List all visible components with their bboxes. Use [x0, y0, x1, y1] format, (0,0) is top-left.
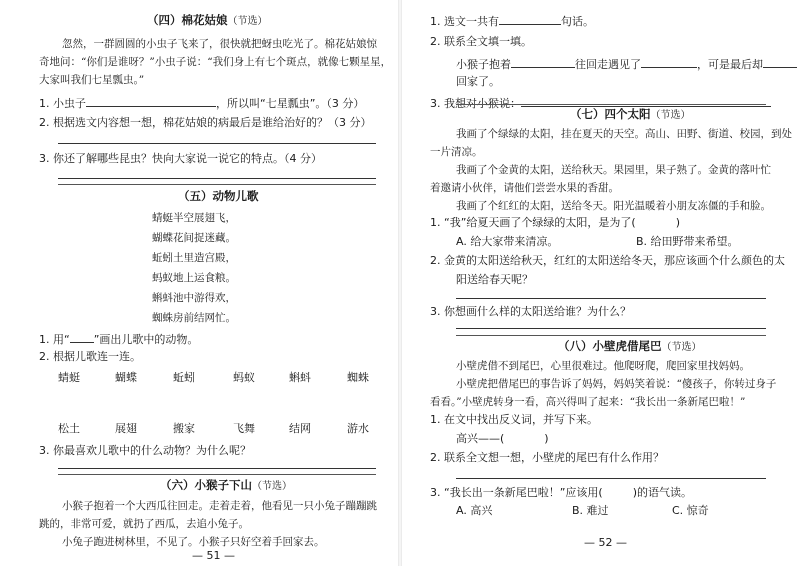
question-text: 3. 我想对小猴说： — [430, 97, 521, 110]
question-text: 1. 选文一共有 — [430, 15, 499, 28]
underline-sample — [70, 331, 94, 343]
match-action[interactable]: 游水 — [347, 422, 369, 435]
question-text: ，可是最后却 — [697, 58, 763, 71]
question-text: 往回走遇见了 — [575, 58, 641, 71]
section-7-question-3: 3. 你想画什么样的太阳送给谁？为什么？ — [430, 305, 631, 318]
section-7-paragraph-line: 我画了个绿绿的太阳，挂在夏天的天空。高山、田野、街道、校园，到处 — [456, 128, 792, 140]
match-action[interactable]: 结网 — [289, 422, 311, 435]
section-7-paragraph-line: 一片清凉。 — [430, 146, 483, 158]
question-text: ) — [675, 216, 680, 229]
question-text: ”画出儿歌中的动物。 — [93, 333, 199, 346]
section-8-title-text: （八）小壁虎借尾巴 — [558, 339, 662, 353]
answer-blank[interactable] — [511, 56, 575, 68]
option-b[interactable]: B. 给田野带来希望。 — [636, 235, 739, 248]
match-animal[interactable]: 蚂蚁 — [233, 371, 255, 384]
rhyme-line: 蚯蚓土里造宫殿， — [152, 252, 236, 264]
section-4-paragraph-line: 大家叫我们七星瓢虫。” — [39, 74, 145, 86]
section-4-question-1 — [39, 95, 364, 111]
match-action[interactable]: 展翅 — [115, 422, 137, 435]
section-8-question-2: 2. 联系全文想一想，小壁虎的尾巴有什么作用？ — [430, 451, 664, 464]
section-8-paragraph-line: 看看。”小壁虎转身一看，高兴得叫了起来：“我长出一条新尾巴啦！” — [430, 396, 746, 408]
question-text: 1. 用“ — [39, 333, 70, 346]
section-5-question-2: 2. 根据儿歌连一连。 — [39, 350, 141, 363]
match-animal[interactable]: 蝌蚪 — [289, 371, 311, 384]
section-4-paragraph-line: 忽然，一群圆圆的小虫子飞来了，很快就把蚜虫吃光了。棉花姑娘惊 — [62, 38, 377, 50]
section-divider — [58, 184, 376, 185]
question-text: ) — [544, 432, 549, 445]
answer-blank[interactable] — [86, 95, 216, 107]
match-animal[interactable]: 蜘蛛 — [347, 371, 369, 384]
option-a[interactable]: A. 给大家带来清凉。 — [456, 235, 559, 248]
section-8-antonym-fill — [456, 432, 549, 446]
section-4-paragraph-line: 奇地问：“你们是谁呀？”小虫子说：“我们身上有七个斑点，就像七颗星星， — [39, 56, 392, 68]
section-6-paragraph-line: 跳的，非常可爱，就扔了西瓜，去追小兔子。 — [39, 518, 249, 530]
rhyme-line: 蝌蚪池中游得欢， — [152, 292, 236, 304]
question-text: )的语气读。 — [632, 486, 692, 499]
rhyme-line: 蝴蝶花间捉迷藏。 — [152, 232, 236, 244]
section-7-question-1 — [430, 216, 680, 230]
section-7-paragraph-line: 我画了个金黄的太阳，送给秋天。果园里，果子熟了。金黄的落叶忙 — [456, 164, 771, 176]
section-7-question-2: 2. 金黄的太阳送给秋天，红红的太阳送给冬天，那应该画个什么颜色的太 — [430, 254, 785, 267]
question-text: 高兴——( — [456, 432, 505, 445]
section-8-question-1: 1. 在文中找出反义词，并写下来。 — [430, 413, 598, 426]
section-6-title-text: （六）小猴子下山 — [160, 478, 252, 492]
match-action[interactable]: 搬家 — [173, 422, 195, 435]
match-animal[interactable]: 蜻蜓 — [58, 371, 80, 384]
option-b[interactable]: B. 难过 — [572, 504, 609, 517]
section-6-title — [160, 478, 292, 494]
page-number: — 52 — — [584, 536, 627, 549]
section-8-question-3 — [430, 486, 692, 500]
answer-line[interactable] — [58, 468, 376, 469]
section-divider — [456, 104, 766, 105]
section-4-title — [147, 13, 268, 29]
section-5-title: （五）动物儿歌 — [178, 189, 259, 203]
answer-blank[interactable] — [641, 56, 697, 68]
section-7-question-2-cont: 阳送给春天呢？ — [456, 273, 533, 286]
match-animal[interactable]: 蝴蝶 — [115, 371, 137, 384]
answer-line[interactable] — [456, 328, 766, 329]
section-8-paragraph-line: 小壁虎借不到尾巴，心里很难过。他爬呀爬，爬回家里找妈妈。 — [456, 360, 750, 372]
section-divider — [58, 474, 376, 475]
answer-blank[interactable] — [763, 56, 797, 68]
question-text: 1. 小虫子 — [39, 97, 86, 110]
section-4-title-sub: （节选） — [227, 16, 268, 27]
section-8-title — [558, 339, 702, 355]
section-5-question-3: 3. 你最喜欢儿歌中的什么动物？为什么呢？ — [39, 444, 251, 457]
section-6-question-2: 2. 联系全文填一填。 — [430, 35, 532, 48]
section-4-question-2: 2. 根据选文内容想一想，棉花姑娘的病最后是谁给治好的？（3 分） — [39, 116, 372, 129]
section-7-title-text: （七）四个太阳 — [570, 107, 651, 121]
rhyme-line: 蜘蛛房前结网忙。 — [152, 312, 236, 324]
section-8-paragraph-line: 小壁虎把借尾巴的事告诉了妈妈，妈妈笑着说：“傻孩子，你转过身子 — [456, 378, 777, 390]
section-6-fill-in-end: 回家了。 — [456, 75, 500, 88]
question-text: 1. “我”给夏天画了个绿绿的太阳，是为了( — [430, 216, 636, 229]
section-6-question-1 — [430, 13, 594, 29]
option-c[interactable]: C. 惊奇 — [672, 504, 709, 517]
answer-line[interactable] — [456, 298, 766, 299]
section-4-question-3: 3. 你还了解哪些昆虫？快向大家说一说它的特点。（4 分） — [39, 152, 322, 165]
page-number: — 51 — — [192, 549, 235, 562]
section-6-paragraph-line: 小猴子抱着一个大西瓜往回走。走着走着，他看见一只小兔子蹦蹦跳 — [62, 500, 377, 512]
section-8-title-sub: （节选） — [661, 342, 702, 353]
section-7-title — [570, 107, 691, 123]
rhyme-line: 蜻蜓半空展翅飞， — [152, 212, 236, 224]
section-7-title-sub: （节选） — [650, 110, 691, 121]
answer-blank[interactable] — [499, 13, 561, 25]
section-4-title-text: （四）棉花姑娘 — [147, 13, 228, 27]
option-a[interactable]: A. 高兴 — [456, 504, 493, 517]
answer-line[interactable] — [456, 478, 766, 479]
match-action[interactable]: 松土 — [58, 422, 80, 435]
rhyme-line: 蚂蚁地上运食粮。 — [152, 272, 236, 284]
section-6-fill-in — [456, 56, 797, 72]
match-action[interactable]: 飞舞 — [233, 422, 255, 435]
section-7-paragraph-line: 我画了个红红的太阳，送给冬天。阳光温暖着小朋友冻僵的手和脸。 — [456, 200, 771, 212]
answer-blank[interactable] — [521, 95, 771, 107]
answer-line[interactable] — [58, 178, 376, 179]
question-text: ，所以叫“七星瓢虫”。（3 分） — [216, 97, 365, 110]
section-6-title-sub: （节选） — [252, 481, 292, 492]
match-animal[interactable]: 蚯蚓 — [173, 371, 195, 384]
question-text: 3. “我长出一条新尾巴啦！”应该用( — [430, 486, 603, 499]
section-divider — [456, 335, 766, 336]
section-5-question-1 — [39, 331, 198, 347]
section-7-paragraph-line: 着邀请小伙伴，请他们尝尝水果的香甜。 — [430, 182, 619, 194]
page-52 — [400, 0, 800, 566]
answer-line[interactable] — [58, 143, 376, 144]
section-6-paragraph-line: 小兔子跑进树林里，不见了。小猴子只好空着手回家去。 — [62, 536, 325, 548]
question-text: 句话。 — [561, 15, 594, 28]
question-text: 小猴子抱着 — [456, 58, 511, 71]
